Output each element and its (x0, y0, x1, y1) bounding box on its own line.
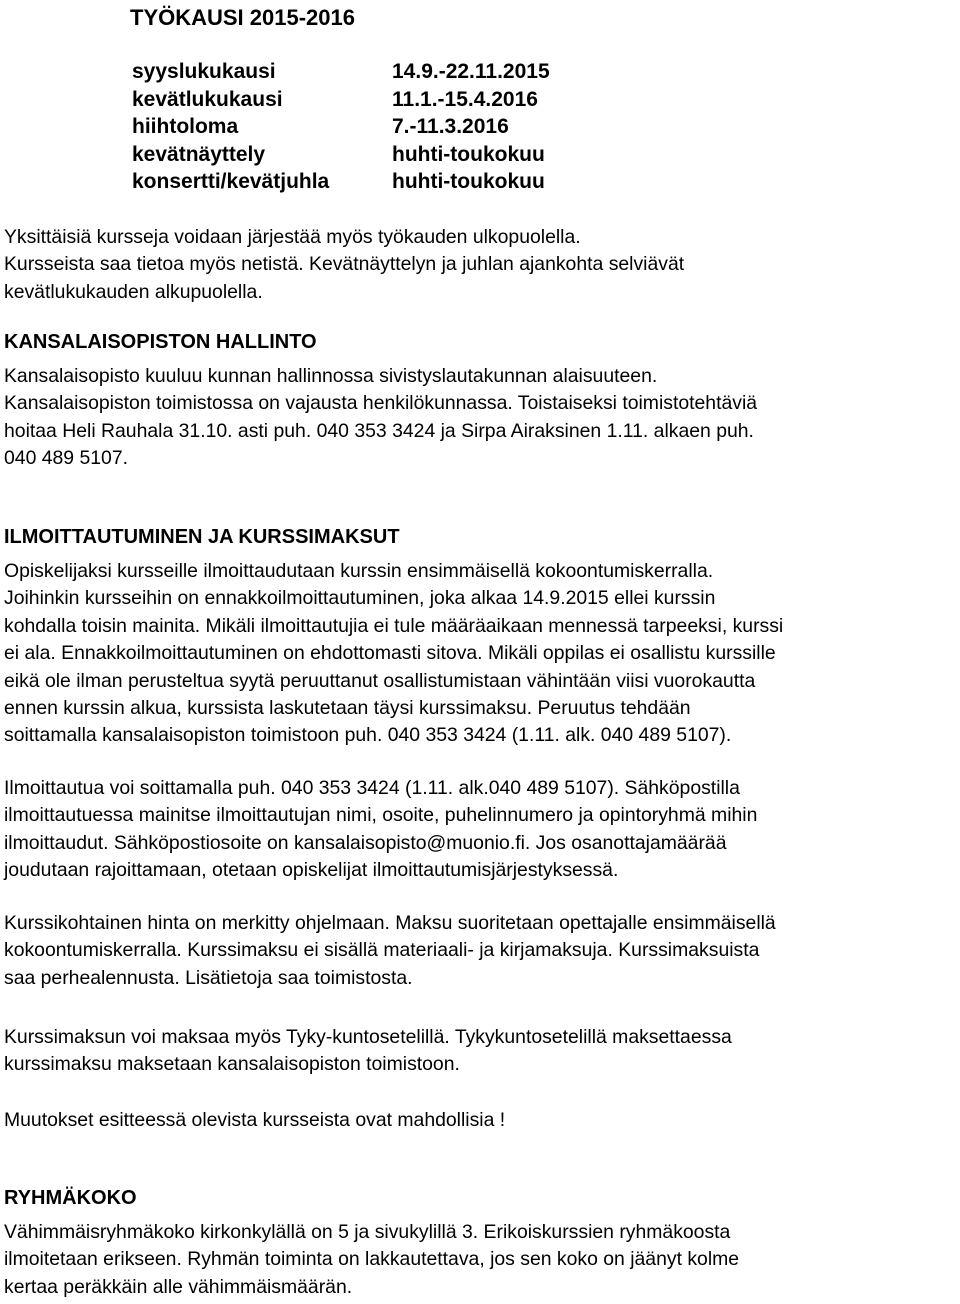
schedule-row (132, 86, 550, 114)
schedule-label: syyslukukausi (132, 60, 276, 83)
text-line: Ilmoittautua voi soittamalla puh. 040 353 3424 (1.11. alk.040 489 5107). Sähköpostilla (4, 777, 740, 799)
intro-paragraph (4, 224, 960, 306)
text-line: Kurssimaksun voi maksaa myös Tyky-kuntosetelillä. Tykykuntosetelillä maksettaessa (4, 1026, 732, 1048)
text-line: soittamalla kansalaisopiston toimistoon puh. 040 353 3424 (1.11. alk. 040 489 5107). (4, 724, 732, 747)
ilmoittautuminen-paragraph-3 (4, 910, 960, 992)
ilmoittautuminen-paragraph-2 (4, 775, 960, 885)
text-line: kokoontumiskerralla. Kurssimaksu ei sisällä materiaali- ja kirjamaksuja. Kurssimaksuista (4, 939, 760, 962)
page-title: TYÖKAUSI 2015-2016 (130, 5, 355, 30)
schedule-row (132, 113, 550, 141)
text-line: Yksittäisiä kursseja voidaan järjestää myös työkauden ulkopuolella. (4, 226, 581, 248)
schedule-value: huhti-toukokuu (392, 170, 545, 193)
text-line: Joihinkin kursseihin on ennakkoilmoittautuminen, joka alkaa 14.9.2015 ellei kurssin (4, 587, 716, 610)
text-line: joudutaan rajoittamaan, otetaan opiskelijat ilmoittautumisjärjestyksessä. (4, 859, 619, 882)
text-line: saa perhealennusta. Lisätietoja saa toimistosta. (4, 966, 413, 989)
ilmoittautuminen-paragraph-4 (4, 1024, 960, 1079)
text-line: Kansalaisopisto kuuluu kunnan hallinnossa sivistyslautakunnan alaisuuteen. (4, 365, 658, 387)
text-line: ei ala. Ennakkoilmoittautuminen on ehdottomasti sitova. Mikäli oppilas ei osallistu kurssille (4, 642, 776, 665)
schedule-value: huhti-toukokuu (392, 142, 545, 166)
schedule-value: 7.-11.3.2016 (392, 115, 509, 138)
text-line: 040 489 5107. (4, 447, 129, 470)
text-line: Muutokset esitteessä olevista kursseista ovat mahdollisia ! (4, 1109, 506, 1131)
text-line: Kurssikohtainen hinta on merkitty ohjelmaan. Maksu suoritetaan opettajalle ensimmäisellä (4, 912, 776, 934)
schedule-table (132, 58, 550, 196)
ilmoittautuminen-paragraph-1 (4, 558, 960, 750)
text-line: ilmoitetaan erikseen. Ryhmän toiminta on lakkautettava, jos sen koko on jäänyt kolme (4, 1248, 740, 1271)
text-line: Kursseista saa tietoa myös netistä. Kevätnäyttelyn ja juhlan ajankohta selviävät (4, 253, 685, 276)
text-line: Opiskelijaksi kursseille ilmoittaudutaan kurssin ensimmäisellä kokoontumiskerralla. (4, 560, 714, 582)
hallinto-paragraph (4, 363, 960, 473)
text-line: kertaa peräkkäin alle vähimmäismäärän. (4, 1275, 353, 1298)
text-line: Kansalaisopiston toimistossa on vajausta henkilökunnassa. Toistaiseksi toimistotehtäviä (4, 392, 758, 415)
text-line: hoitaa Heli Rauhala 31.10. asti puh. 040 353 3424 ja Sirpa Airaksinen 1.11. alkaen puh. (4, 419, 754, 442)
schedule-label: hiihtoloma (132, 115, 239, 138)
schedule-value: 11.1.-15.4.2016 (392, 87, 538, 111)
schedule-row (132, 168, 550, 196)
text-line: Vähimmäisryhmäkoko kirkonkylällä on 5 ja sivukylillä 3. Erikoiskurssien ryhmäkoosta (4, 1221, 731, 1243)
text-line: kurssimaksu maksetaan kansalaisopiston toimistoon. (4, 1053, 460, 1076)
text-line: kohdalla toisin mainita. Mikäli ilmoittautujia ei tule määräaikaan mennessä tarpeeksi, kurssi (4, 614, 784, 637)
section-heading-ilmoittautuminen: ILMOITTAUTUMINEN JA KURSSIMAKSUT (4, 526, 400, 548)
schedule-row (132, 141, 550, 169)
schedule-value: 14.9.-22.11.2015 (392, 60, 550, 83)
schedule-row (132, 58, 550, 86)
text-line: kevätlukukauden alkupuolella. (4, 280, 263, 303)
text-line: ilmoittautuessa mainitse ilmoittautujan nimi, osoite, puhelinnumero ja opintoryhmä mihin (4, 804, 758, 827)
schedule-label: kevätlukukausi (132, 87, 283, 111)
ilmoittautuminen-paragraph-5 (4, 1107, 960, 1134)
text-line: ennen kurssin alkua, kurssista laskutetaan täysi kurssimaksu. Peruutus tehdään (4, 697, 691, 720)
schedule-label: kevätnäyttely (132, 142, 266, 166)
text-line: eikä ole ilman perusteltua syytä peruuttanut osallistumistaan vähintään viisi vuorokautta (4, 669, 756, 692)
text-line: ilmoittaudut. Sähköpostiosoite on kansalaisopisto@muonio.fi. Jos osanottajamäärää (4, 831, 727, 854)
ryhmakoko-paragraph (4, 1219, 960, 1301)
section-heading-hallinto: KANSALAISOPISTON HALLINTO (4, 331, 317, 353)
schedule-label: konsertti/kevätjuhla (132, 170, 330, 193)
section-heading-ryhmakoko: RYHMÄKOKO (4, 1187, 137, 1209)
